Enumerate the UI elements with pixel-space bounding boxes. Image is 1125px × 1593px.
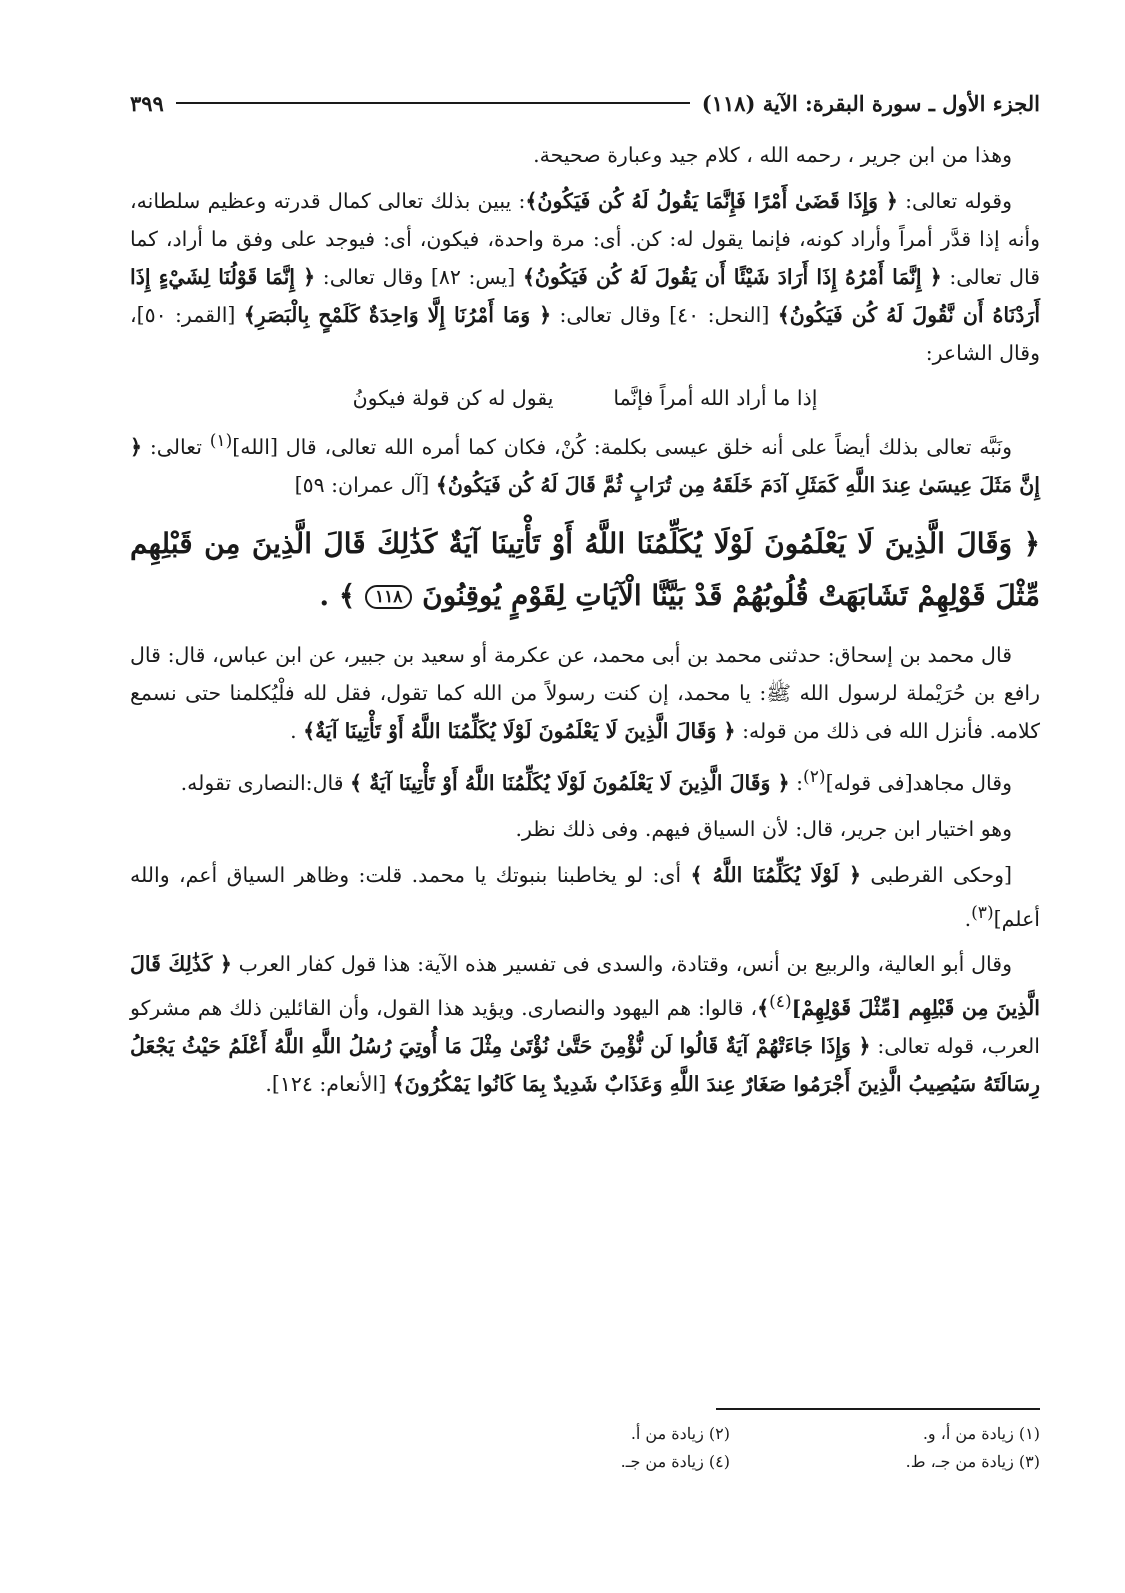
footnote-ref: (٤): [769, 992, 792, 1013]
quran-quote: ﴿ إِنَّ مَثَلَ عِيسَىٰ عِندَ اللَّهِ كَمَثَلِ آدَمَ خَلَقَهُ مِن تُرَابٍ ثُمَّ قَالَ لَهُ كُن فَيَكُونُ﴾: [130, 434, 1040, 497]
text-run: وقال أبو العالية، والربيع بن أنس، وقتادة، والسدى فى تفسير هذه الآية: هذا قول كفار العرب: [231, 952, 1012, 977]
header-rule: [176, 102, 690, 104]
text-run: تعالى:: [142, 434, 210, 459]
footnote-ref: (٢): [803, 766, 826, 787]
text-run: :: [789, 770, 804, 795]
verse-number: ١١٨: [365, 585, 412, 609]
footnote-ref: (١): [209, 431, 233, 451]
text-run: [النحل: ٤٠] وقال تعالى:: [551, 303, 778, 327]
text-run: قال محمد بن إسحاق: حدثنى محمد بن أبى محمد، عن عكرمة أو سعيد بن جبير، عن ابن عباس، قال: قال رافع بن حُرَيْملة لرسول الله ﷺ: يا محمد، إن كنت رسولاً من الله كما تقول، فقل لله فلْيُكلمنا حتى نسمع كلامه. فأنزل الله فى ذلك من قوله:: [130, 642, 1040, 743]
poem-first-hemistich: إذا ما أراد الله أمراً فإنَّما: [613, 386, 818, 410]
footnote-2: (٢) زيادة من أ.: [630, 1424, 730, 1443]
text-run: وقال مجاهد[فى قوله]: [825, 770, 1012, 795]
quran-quote: ﴿ إِنَّمَا قَوْلُنَا لِشَيْءٍ إِذَا أَرَدْنَاهُ أَن نَّقُولَ لَهُ كُن فَيَكُونُ﴾: [130, 265, 1041, 327]
quran-quote: ﴿ كَذَٰلِكَ قَالَ الَّذِينَ مِن قَبْلِهِم [مِّثْلَ قَوْلِهِمْ]: [130, 952, 1040, 1021]
poem-verse: [130, 378, 1040, 418]
footnote-1: (١) زيادة من أ، و.: [922, 1424, 1040, 1443]
quran-quote: ﴿ وَمَا أَمْرُنَا إِلَّا وَاحِدَةٌ كَلَمْحٍ بِالْبَصَرِ﴾: [243, 303, 552, 327]
footnote-4: (٤) زيادة من جـ.: [620, 1452, 730, 1471]
paragraph-8: [130, 945, 1040, 1103]
text-run: [القمر: ٥٠]، وقال الشاعر:: [130, 303, 1040, 365]
paragraph-6: وهو اختيار ابن جرير، قال: لأن السياق فيهم. وفى ذلك نظر.: [515, 816, 1012, 841]
text-run: [الأنعام: ١٢٤].: [265, 1072, 393, 1097]
text-run: .: [290, 718, 304, 743]
quran-quote: ﴿ وَقَالَ الَّذِينَ لَا يَعْلَمُونَ لَوْلَا يُكَلِّمُنَا اللَّهُ أَوْ تَأْتِينَا آيَةٌ ﴾: [350, 770, 790, 795]
quran-quote: ﴿ إِنَّمَا أَمْرُهُ إِذَا أَرَادَ شَيْئًا أَن يَقُولَ لَهُ كُن فَيَكُونُ﴾: [522, 265, 942, 289]
verse-close: ﴾ .: [319, 578, 365, 612]
text-run: قال:النصارى تقوله.: [180, 770, 351, 795]
text-run: ونَبَّه تعالى بذلك أيضاً على أنه خلق عيسى بكلمة: كُنْ، فكان كما أمره الله تعالى، قال [الله]: [232, 434, 1012, 459]
paragraph-7: [130, 856, 1040, 938]
paragraph-2: [130, 182, 1040, 372]
poem-second-hemistich: يقول له كن قولة فيكونُ: [352, 386, 554, 410]
paragraph-1: وهذا من ابن جرير ، رحمه الله ، كلام جيد وعبارة صحيحة.: [533, 143, 1012, 167]
footnote-3: (٣) زيادة من جـ، ط.: [905, 1452, 1040, 1471]
verse-text: ﴿ وَقَالَ الَّذِينَ لَا يَعْلَمُونَ لَوْلَا يُكَلِّمُنَا اللَّهُ أَوْ تَأْتِينَا آيَةٌ كَذَٰلِكَ قَالَ الَّذِينَ مِن قَبْلِهِم مِّثْلَ قَوْلِهِمْ تَشَابَهَتْ قُلُوبُهُمْ قَدْ بَيَّنَّا الْآيَاتِ لِقَوْمٍ يُوقِنُونَ: [130, 526, 1040, 612]
text-run: [وحكى القرطبى: [861, 862, 1012, 887]
quran-quote: ﴿ لَوْلَا يُكَلِّمُنَا اللَّهُ ﴾: [690, 862, 861, 887]
text-run: .: [964, 906, 972, 931]
main-verse: [130, 518, 1040, 622]
quran-quote: ﴿ وَقَالَ الَّذِينَ لَا يَعْلَمُونَ لَوْلَا يُكَلِّمُنَا اللَّهُ أَوْ تَأْتِينَا آيَةٌ﴾: [303, 718, 736, 743]
book-page: [130, 0, 1040, 1593]
text-run: [آل عمران: ٥٩]: [294, 472, 436, 497]
footnote-divider: [716, 1408, 1040, 1410]
text-run: أى: لو يخاطبنا بنبوتك يا محمد. قلت: وظاهر السياق أعم، والله أعلم]: [130, 862, 1040, 931]
footnotes: [420, 1420, 1040, 1476]
page-number: ٣٩٩: [130, 90, 164, 116]
paragraph-5: [130, 758, 1040, 802]
quran-quote: ﴿ وَإِذَا قَضَىٰ أَمْرًا فَإِنَّمَا يَقُولُ لَهُ كُن فَيَكُونُ﴾: [525, 189, 898, 213]
header-title: الجزء الأول ـ سورة البقرة: الآية (١١٨): [701, 90, 1040, 116]
page-body: [130, 136, 1040, 1103]
paragraph-3: [130, 422, 1040, 504]
text-run: وقوله تعالى:: [897, 189, 1012, 213]
text-run: : يبين بذلك تعالى كمال قدرته وعظيم سلطانه، وأنه إذا قدَّر أمراً وأراد كونه، فإنما يقول له: كن. أى: مرة واحدة، فيكون، أى: فيوجد على وفق ما أراد، كما قال تعالى:: [130, 189, 1041, 289]
text-run: ، قالوا: هم اليهود والنصارى. ويؤيد هذا القول، وأن القائلين ذلك هم مشركو العرب، قوله تعالى:: [130, 996, 1040, 1059]
running-header: [130, 88, 1040, 118]
quran-quote: ﴿ وَإِذَا جَاءَتْهُمْ آيَةٌ قَالُوا لَن نُّؤْمِنَ حَتَّىٰ نُؤْتَىٰ مِثْلَ مَا أُوتِيَ رُسُلُ اللَّهِ اللَّهُ أَعْلَمُ حَيْثُ يَجْعَلُ رِسَالَتَهُ سَيُصِيبُ الَّذِينَ أَجْرَمُوا صَغَارٌ عِندَ اللَّهِ وَعَذَابٌ شَدِيدٌ بِمَا كَانُوا يَمْكُرُونَ﴾: [130, 1034, 1040, 1097]
text-run: [يس: ٨٢] وقال تعالى:: [315, 265, 523, 289]
paragraph-4: [130, 636, 1040, 750]
footnote-ref: (٣): [971, 902, 994, 923]
quran-quote-close: ﴾: [757, 996, 770, 1021]
